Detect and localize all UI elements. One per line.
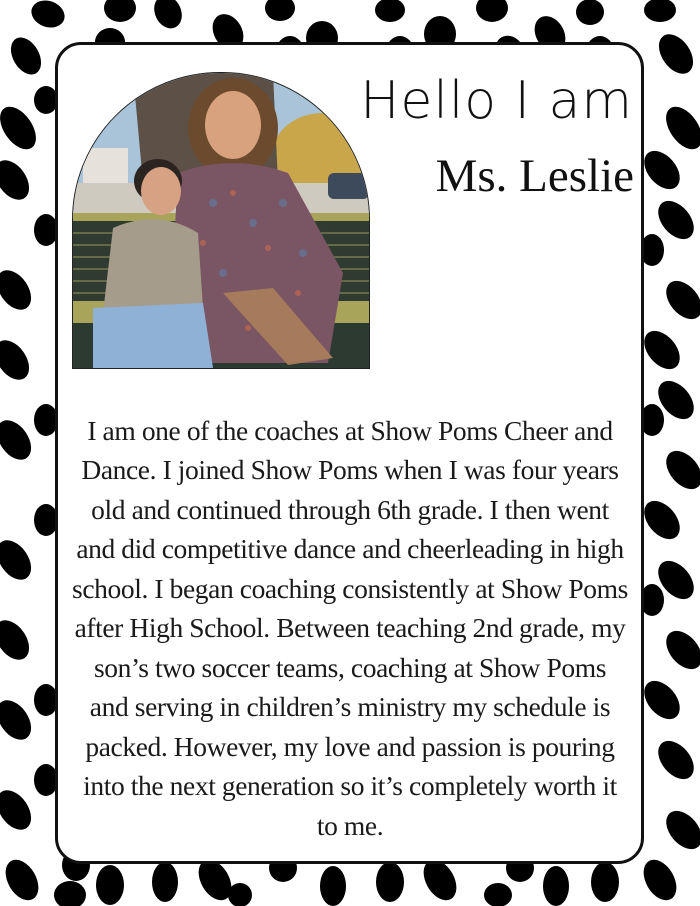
photo-illustration xyxy=(73,73,369,368)
teacher-name: Ms. Leslie xyxy=(435,150,634,202)
profile-card xyxy=(55,42,644,864)
bio-text: I am one of the coaches at Show Poms Cheer and Dance. I joined Show Poms when I was four years old and continued through 6th grade. I then went and did competitive dance and cheerleading in high school. I began coaching consistently at Show Poms after High School. Between teaching 2nd grade, my son’s two soccer teams, coaching at Show Poms and serving in children’s ministry my schedule is packed. However, my love and passion is pouring into the next generation so it’s completely worth it to me. xyxy=(72,414,628,841)
profile-photo xyxy=(72,72,370,369)
greeting-heading: Hello I am xyxy=(360,71,633,131)
